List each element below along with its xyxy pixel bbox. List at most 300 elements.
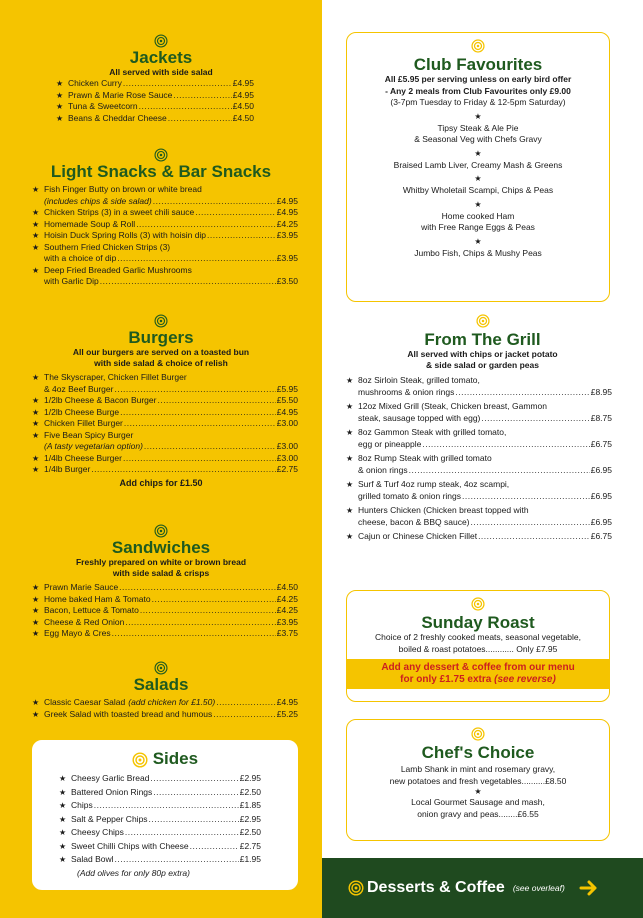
- item-row: [68, 90, 254, 102]
- grill-list: [346, 375, 612, 543]
- leader-dots: [136, 219, 276, 231]
- star-icon: ★: [56, 113, 64, 123]
- item-price: £4.95: [232, 89, 254, 100]
- menu-item: [32, 407, 298, 419]
- leader-dots: [139, 101, 232, 113]
- leader-dots: [112, 628, 276, 640]
- item-name: Sweet Chilli Chips with Cheese: [71, 840, 189, 851]
- leader-dots: [168, 113, 232, 125]
- sandwiches-subtitle-1: Freshly prepared on white or brown bread: [75, 557, 247, 567]
- star-icon: ★: [32, 373, 40, 382]
- item-row: [44, 605, 298, 617]
- star-icon: ★: [32, 185, 40, 194]
- leader-dots: [119, 582, 276, 594]
- sandwiches-subtitle-2: with side salad & crisps: [112, 568, 210, 578]
- item-row: [44, 628, 298, 640]
- burgers-subtitle-2: with side salad & choice of relish: [94, 358, 228, 368]
- item-row: [71, 814, 261, 826]
- star-icon: ★: [59, 828, 67, 837]
- item-line-2: (A tasty vegetarian option): [44, 441, 143, 451]
- menu-item: [32, 418, 298, 430]
- leader-dots: [195, 207, 275, 219]
- leader-dots: [120, 407, 276, 419]
- item-row: [358, 517, 612, 529]
- star-icon: ★: [474, 111, 482, 121]
- menu-item: [56, 113, 254, 125]
- menu-item: [32, 372, 298, 395]
- item-row: [44, 253, 298, 265]
- item-row: [358, 413, 612, 425]
- star-icon: ★: [56, 79, 64, 88]
- menu-item: [346, 401, 612, 424]
- item-price: £4.50: [232, 101, 254, 111]
- burgers-subtitle-1: All our burgers are served on a toasted bun: [72, 347, 250, 357]
- jackets-list: [56, 78, 254, 124]
- item-price: £3.50: [276, 276, 298, 286]
- menu-item: [32, 219, 298, 231]
- chef-title: Chef's Choice: [421, 743, 535, 762]
- right-column: [322, 0, 643, 918]
- leader-dots: [117, 253, 275, 265]
- club-item-line-1: Whitby Wholetail Scampi, Chips & Peas: [402, 185, 554, 195]
- item-price: £4.95: [232, 78, 254, 88]
- star-icon: ★: [32, 242, 40, 252]
- sides-title: Sides: [152, 749, 199, 768]
- item-name: Beans & Cheddar Cheese: [68, 112, 167, 123]
- item-price: £4.25: [276, 593, 298, 604]
- jackets-title: Jackets: [129, 48, 193, 67]
- sunday-promo-reverse: (see reverse): [494, 674, 556, 685]
- leader-dots: [157, 395, 275, 407]
- item-price: £6.95: [590, 490, 612, 501]
- leader-dots: [471, 517, 590, 529]
- star-icon: ★: [346, 532, 354, 541]
- item-name: Cheesy Garlic Bread: [71, 773, 150, 783]
- burgers-list: [32, 372, 298, 476]
- chef-card: [346, 719, 610, 841]
- leader-dots: [94, 800, 239, 812]
- item-name: Egg Mayo & Cres: [44, 628, 111, 638]
- item-row: [44, 230, 298, 242]
- star-icon: ★: [346, 376, 354, 385]
- star-icon: ★: [474, 174, 482, 183]
- star-icon: ★: [32, 698, 40, 707]
- item-price: £6.95: [590, 464, 612, 475]
- item-price: £6.75: [590, 531, 612, 541]
- star-icon: ★: [32, 219, 40, 229]
- item-price: £5.50: [276, 395, 298, 405]
- menu-item: [346, 427, 612, 450]
- star-icon: ★: [59, 787, 67, 797]
- star-icon: ★: [59, 814, 67, 824]
- item-price: £3.95: [276, 616, 298, 627]
- club-item-line-1: Braised Lamb Liver, Creamy Mash & Greens: [393, 159, 563, 170]
- menu-item: [32, 709, 298, 721]
- leader-dots: [462, 491, 590, 503]
- item-row: [44, 196, 298, 208]
- item-price: £4.50: [232, 112, 254, 123]
- item-name: Cajun or Chinese Chicken Fillet: [358, 531, 478, 541]
- star-icon: ★: [32, 709, 40, 719]
- star-icon: ★: [32, 419, 40, 428]
- swirl-icon: [132, 752, 148, 768]
- item-line-1: 12oz Mixed Grill (Steak, Chicken breast, Gammon: [358, 401, 547, 411]
- salads-list: [32, 697, 298, 720]
- item-row: [44, 276, 298, 288]
- footer-note: (see overleaf): [512, 883, 565, 893]
- sandwiches-list: [32, 582, 298, 640]
- item-price: £1.95: [239, 854, 261, 864]
- item-row: [44, 582, 298, 594]
- leader-dots: [455, 387, 589, 399]
- item-name: Prawn Marie Sauce: [44, 582, 119, 592]
- menu-item: [32, 184, 298, 207]
- item-line-2: cheese, bacon & BBQ sauce): [358, 516, 470, 527]
- desserts-footer[interactable]: [322, 858, 643, 918]
- star-icon: ★: [346, 402, 354, 411]
- item-name: 1/2lb Cheese & Bacon Burger: [44, 395, 157, 405]
- light-snacks-title: Light Snacks & Bar Snacks: [50, 162, 272, 181]
- star-icon: ★: [32, 231, 40, 240]
- star-icon: ★: [32, 430, 40, 440]
- item-extra: (add chicken for £1.50): [128, 697, 216, 707]
- item-line-2: mushrooms & onion rings: [358, 386, 455, 397]
- item-price: £3.95: [276, 230, 298, 240]
- item-line-2: & onion rings: [358, 464, 408, 475]
- menu-item: [56, 78, 254, 90]
- leader-dots: [125, 827, 239, 839]
- item-price: £2.75: [239, 840, 261, 851]
- item-row: [44, 207, 298, 219]
- light-snacks-list: [32, 184, 298, 288]
- leader-dots: [152, 594, 276, 606]
- menu-item: [32, 697, 298, 709]
- leader-dots: [213, 709, 276, 721]
- item-price: £4.95: [276, 195, 298, 206]
- menu-item: [59, 800, 261, 812]
- item-row: [68, 78, 254, 90]
- item-price: £3.00: [276, 452, 298, 463]
- star-icon: ★: [32, 594, 40, 604]
- star-icon: ★: [346, 480, 354, 489]
- item-line-2: (includes chips & side salad): [44, 195, 152, 206]
- arrow-right-icon[interactable]: [579, 880, 599, 896]
- item-line-1: Southern Fried Chicken Strips (3): [44, 241, 171, 252]
- item-line-1: Surf & Turf 4oz rump steak, 4oz scampi,: [358, 479, 510, 489]
- item-row: [68, 113, 254, 125]
- item-row: [358, 465, 612, 477]
- item-line-1: The Skyscraper, Chicken Fillet Burger: [44, 372, 187, 382]
- item-price: £4.50: [276, 582, 298, 592]
- item-price: £8.95: [590, 386, 612, 397]
- star-icon: ★: [56, 90, 64, 100]
- grill-subtitle-2: & side salad or garden peas: [426, 360, 539, 370]
- leader-dots: [123, 78, 232, 90]
- club-line-2: - Any 2 meals from Club Favourites only £9.00: [385, 85, 571, 96]
- item-name: 1/4lb Burger: [44, 464, 91, 474]
- star-icon: ★: [474, 236, 482, 246]
- menu-item: [32, 453, 298, 465]
- menu-item: [32, 464, 298, 476]
- item-price: £4.25: [276, 605, 298, 615]
- swirl-icon: [154, 661, 168, 675]
- leader-dots: [409, 465, 590, 477]
- club-item: [347, 123, 609, 146]
- chef-item-1-line-1: Lamb Shank in mint and rosemary gravy,: [400, 764, 556, 774]
- item-name: Home baked Ham & Tomato: [44, 593, 151, 604]
- menu-item: [59, 814, 261, 826]
- sunday-line-2: boiled & roast potatoes............ Only £7.95: [398, 643, 558, 654]
- star-icon: ★: [56, 102, 64, 111]
- menu-item: [56, 90, 254, 102]
- star-icon: ★: [346, 454, 354, 463]
- leader-dots: [216, 697, 276, 709]
- star-icon: ★: [32, 583, 40, 592]
- leader-dots: [124, 418, 276, 430]
- jackets-section: [0, 34, 322, 124]
- sunday-line-1: Choice of 2 freshly cooked meats, seasonal vegetable,: [374, 632, 581, 642]
- leader-dots: [150, 773, 238, 785]
- swirl-icon: [348, 880, 364, 896]
- item-price: £4.95: [276, 697, 298, 707]
- item-name: Salt & Pepper Chips: [71, 813, 148, 824]
- club-item-line-1: Jumbo Fish, Chips & Mushy Peas: [414, 247, 542, 258]
- menu-item: [59, 841, 261, 853]
- item-line-2: & 4oz Beef Burger: [44, 383, 114, 394]
- item-row: [44, 594, 298, 606]
- light-snacks-section: [0, 148, 322, 288]
- menu-item: [32, 395, 298, 407]
- sunday-promo-line-2: [349, 674, 607, 686]
- leader-dots: [207, 230, 276, 242]
- star-icon: ★: [32, 453, 40, 463]
- menu-item: [346, 531, 612, 543]
- item-row: [71, 854, 261, 866]
- star-icon: ★: [32, 265, 40, 275]
- star-icon: ★: [346, 506, 354, 515]
- salads-section: [0, 661, 322, 720]
- club-item-line-2: & Seasonal Veg with Chefs Gravy: [414, 134, 542, 144]
- item-line-2: with Garlic Dip: [44, 276, 99, 286]
- leader-dots: [125, 617, 275, 629]
- item-line-1: Hunters Chicken (Chicken breast topped with: [358, 505, 529, 515]
- club-line-3: (3-7pm Tuesday to Friday & 12-5pm Saturday): [390, 97, 566, 107]
- leader-dots: [422, 439, 589, 451]
- club-item: [347, 185, 609, 197]
- item-price: £1.85: [239, 800, 261, 810]
- menu-item: [32, 605, 298, 617]
- star-icon: ★: [59, 841, 67, 851]
- swirl-icon: [154, 524, 168, 538]
- sandwiches-section: [0, 524, 322, 640]
- menu-item: [32, 265, 298, 288]
- item-name: Prawn & Marie Rose Sauce: [68, 89, 173, 100]
- menu-item: [346, 453, 612, 476]
- club-item-line-1: Home cooked Ham: [441, 210, 515, 221]
- item-line-1: 8oz Sirloin Steak, grilled tomato,: [358, 375, 480, 385]
- item-name: Tuna & Sweetcorn: [68, 101, 138, 111]
- item-row: [44, 407, 298, 419]
- item-price: £5.95: [276, 383, 298, 394]
- leader-dots: [481, 413, 589, 425]
- item-price: £3.00: [276, 418, 298, 428]
- swirl-icon: [471, 727, 485, 741]
- menu-item: [32, 628, 298, 640]
- leader-dots: [140, 605, 276, 617]
- club-card: [346, 32, 610, 302]
- menu-item: [32, 617, 298, 629]
- burgers-title: Burgers: [128, 328, 194, 347]
- item-price: £4.95: [276, 406, 298, 417]
- item-price: £2.95: [239, 773, 261, 783]
- item-line-2: egg or pineapple: [358, 438, 422, 449]
- item-line-1: Deep Fried Breaded Garlic Mushrooms: [44, 264, 192, 275]
- item-price: £2.50: [239, 827, 261, 837]
- leader-dots: [123, 453, 276, 465]
- item-price: £2.50: [239, 786, 261, 797]
- item-row: [358, 439, 612, 451]
- swirl-icon: [471, 39, 485, 53]
- item-row: [44, 395, 298, 407]
- menu-item: [59, 854, 261, 866]
- menu-item: [346, 479, 612, 502]
- menu-item: [32, 207, 298, 219]
- item-row: [71, 827, 261, 839]
- sides-list: [59, 773, 261, 866]
- item-row: [44, 697, 298, 709]
- sides-card: [32, 740, 298, 890]
- club-item: [347, 211, 609, 234]
- menu-item: [346, 375, 612, 398]
- jackets-subtitle: All served with side salad: [109, 67, 213, 77]
- item-row: [44, 709, 298, 721]
- item-price: £6.75: [590, 438, 612, 449]
- star-icon: ★: [59, 801, 67, 810]
- star-icon: ★: [32, 407, 40, 417]
- item-line-1: Fish Finger Butty on brown or white bread: [44, 184, 202, 194]
- item-name: Greek Salad with toasted bread and humous: [44, 708, 213, 719]
- club-items: [347, 112, 609, 260]
- item-row: [44, 617, 298, 629]
- star-icon: ★: [32, 465, 40, 474]
- star-icon: ★: [32, 617, 40, 627]
- menu-item: [59, 787, 261, 799]
- item-row: [44, 219, 298, 231]
- swirl-icon: [154, 314, 168, 328]
- club-item: [347, 248, 609, 260]
- item-price: £2.75: [276, 464, 298, 474]
- sunday-promo-price: for only £1.75 extra: [400, 674, 492, 685]
- item-name: Homemade Soup & Roll: [44, 218, 136, 229]
- menu-item: [59, 773, 261, 785]
- menu-item: [346, 505, 612, 528]
- club-line-1: All £5.95 per serving unless on early bird offer: [384, 74, 572, 84]
- sandwiches-title: Sandwiches: [111, 538, 211, 557]
- burgers-note: Add chips for £1.50: [119, 477, 203, 488]
- item-line-2: steak, sausage topped with egg): [358, 412, 481, 423]
- leader-dots: [149, 814, 239, 826]
- menu-item: [32, 430, 298, 453]
- item-price: £6.95: [590, 516, 612, 527]
- item-name: Cheesy Chips: [71, 827, 124, 837]
- club-item-line-1: Tipsy Steak & Ale Pie: [437, 122, 519, 133]
- star-icon: ★: [474, 148, 482, 158]
- menu-item: [32, 582, 298, 594]
- sunday-title: Sunday Roast: [421, 613, 535, 632]
- burgers-section: [0, 314, 322, 489]
- item-row: [68, 101, 254, 113]
- item-name: 1/4lb Cheese Burger: [44, 452, 122, 463]
- item-line-2: grilled tomato & onion rings: [358, 490, 462, 501]
- item-price: £3.00: [276, 441, 298, 451]
- sunday-card: [346, 590, 610, 702]
- swirl-icon: [476, 314, 490, 328]
- item-row: [71, 787, 261, 799]
- sides-note: (Add olives for only 80p extra): [77, 867, 190, 878]
- leader-dots: [114, 384, 275, 396]
- item-row: [358, 531, 612, 543]
- leader-dots: [115, 854, 239, 866]
- item-name: Chips: [71, 800, 93, 810]
- club-item: [347, 160, 609, 172]
- item-name: Salad Bowl: [71, 854, 114, 864]
- sides-heading: [33, 749, 297, 768]
- item-price: £4.95: [276, 207, 298, 217]
- item-price: £3.75: [276, 628, 298, 638]
- star-icon: ★: [32, 606, 40, 615]
- item-row: [44, 441, 298, 453]
- leader-dots: [100, 276, 276, 288]
- item-row: [44, 453, 298, 465]
- item-price: £8.75: [590, 412, 612, 423]
- leader-dots: [153, 196, 276, 208]
- item-row: [358, 491, 612, 503]
- star-icon: ★: [346, 428, 354, 437]
- item-row: [44, 418, 298, 430]
- item-price: £3.95: [276, 253, 298, 263]
- star-icon: ★: [474, 787, 482, 796]
- item-name: Cheese & Red Onion: [44, 616, 125, 627]
- item-line-1: 8oz Rump Steak with grilled tomato: [358, 453, 492, 463]
- grill-section: [322, 314, 643, 546]
- swirl-icon: [154, 148, 168, 162]
- item-price: £5.25: [276, 708, 298, 719]
- leader-dots: [190, 841, 239, 853]
- chef-item-2-line-1: Local Gourmet Sausage and mash,: [411, 797, 545, 807]
- item-line-1: 8oz Gammon Steak with grilled tomato,: [358, 427, 507, 437]
- salads-title: Salads: [133, 675, 189, 694]
- star-icon: ★: [32, 629, 40, 638]
- menu-item: [32, 594, 298, 606]
- item-name: Battered Onion Rings: [71, 786, 153, 797]
- swirl-icon: [154, 34, 168, 48]
- item-name: Classic Caesar Salad: [44, 697, 126, 707]
- item-row: [71, 841, 261, 853]
- item-name: 1/2lb Cheese Burge: [44, 406, 120, 417]
- sunday-promo: [347, 659, 609, 689]
- item-row: [71, 800, 261, 812]
- star-icon: ★: [32, 396, 40, 405]
- item-name: Hoisin Duck Spring Rolls (3) with hoisin dip: [44, 230, 207, 240]
- club-item-line-2: with Free Range Eggs & Peas: [421, 222, 535, 232]
- item-name: Chicken Strips (3) in a sweet chili sauce: [44, 207, 195, 217]
- item-row: [44, 464, 298, 476]
- sunday-promo-line-1: Add any dessert & coffee from our menu: [381, 662, 575, 673]
- star-icon: ★: [59, 855, 67, 864]
- leader-dots: [173, 90, 231, 102]
- item-name: Chicken Fillet Burger: [44, 418, 123, 428]
- item-name: Chicken Curry: [68, 78, 122, 88]
